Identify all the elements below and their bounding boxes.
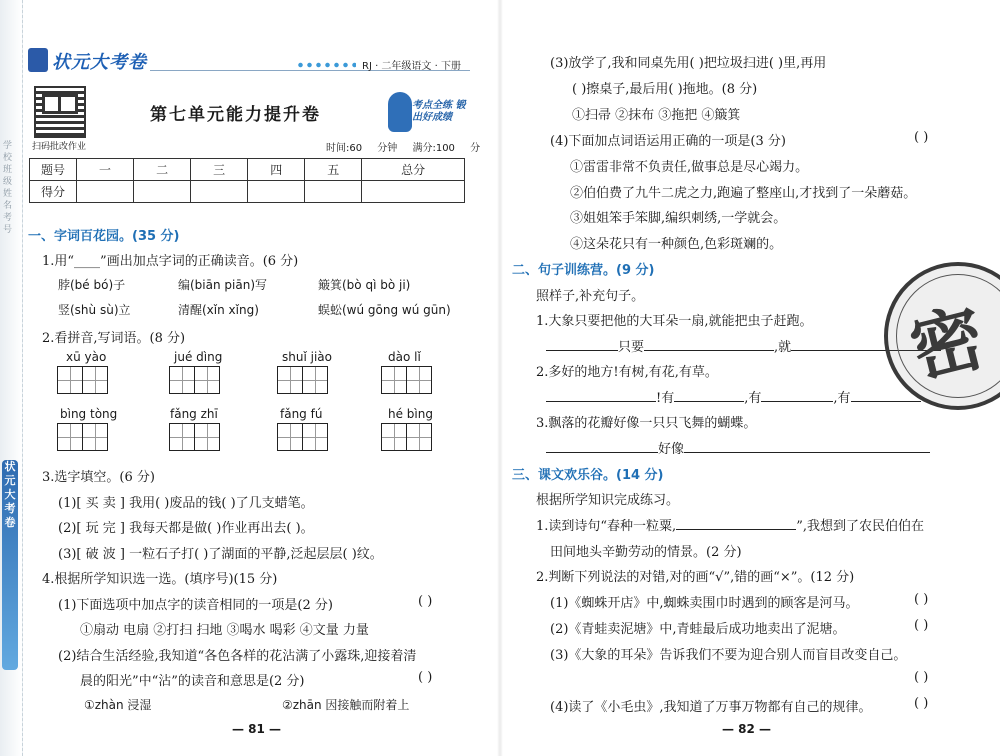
q1-item[interactable]: 编(biān piān)写: [178, 278, 267, 292]
s2-q1-fill[interactable]: 只要 ,就: [546, 336, 941, 355]
spine-fields: 学校 班级 姓名 考号: [3, 141, 13, 235]
q1-item[interactable]: 蜈蚣(wú gōng wú gūn): [318, 303, 451, 317]
qr-code-icon[interactable]: [34, 86, 86, 138]
answer-paren[interactable]: ( ): [418, 670, 433, 685]
page-number: — 81 —: [232, 722, 282, 736]
s3-q1-line2: 田间地头辛勤劳动的情景。(2 分): [550, 545, 742, 560]
q4-1-options[interactable]: ①扇动 电扇 ②打扫 扫地 ③喝水 喝彩 ④文量 力量: [80, 623, 369, 638]
q1-item[interactable]: 脖(bé bó)子: [58, 278, 126, 292]
s3-q2-item: (2)《青蛙卖泥塘》中,青蛙最后成功地卖出了泥塘。: [550, 622, 846, 637]
s3-q2-prompt: 2.判断下列说法的对错,对的画“√”,错的画“×”。(12 分): [536, 570, 855, 585]
q4-4-option[interactable]: ①雷雷非常不负责任,做事总是尽心竭力。: [570, 160, 809, 175]
s3-q1-line1[interactable]: 1.读到诗句“春种一粒粟, ”,我想到了农民伯伯在: [536, 519, 924, 534]
binding-spine: [0, 0, 23, 756]
q4-4-prompt: (4)下面加点词语运用正确的一项是(3 分): [550, 134, 786, 149]
q4-3-line1[interactable]: (3)放学了,我和同桌先用( )把垃圾扫进( )里,再用: [550, 56, 827, 71]
writing-grid[interactable]: [278, 366, 328, 394]
writing-grid[interactable]: [58, 423, 108, 451]
writing-grid[interactable]: [278, 423, 328, 451]
q3-prompt: 3.选字填空。(6 分): [42, 470, 155, 485]
brand-name: 状元大考卷: [52, 52, 147, 73]
s3-q2-item: (3)《大象的耳朵》告诉我们不要为迎合别人而盲目改变自己。: [550, 648, 907, 663]
q2-pinyin: bìng tòng: [60, 407, 118, 421]
answer-paren[interactable]: ( ): [914, 130, 929, 145]
q4-1-prompt: (1)下面选项中加点字的读音相同的一项是(2 分): [58, 598, 333, 613]
q3-item[interactable]: (1)[ 买 卖 ] 我用( )废品的钱( )了几支蜡笔。: [58, 496, 314, 511]
q1-item[interactable]: 竖(shù sù)立: [58, 303, 131, 317]
q2-pinyin: shuǐ jiào: [282, 350, 332, 364]
q2-prompt: 2.看拼音,写词语。(8 分): [42, 331, 186, 346]
slogan-badge: 考点全练 锻出好成绩: [412, 100, 466, 123]
score-table-score-row: 得分: [30, 181, 465, 203]
q4-prompt: 4.根据所学知识选一选。(填序号)(15 分): [42, 572, 278, 587]
score-table-header-row: 题号 一 二 三 四 五 总分: [30, 159, 465, 181]
q4-3-options: ①扫帚 ②抹布 ③拖把 ④簸箕: [572, 108, 741, 123]
brand-logo: [28, 48, 148, 74]
exam-time: 时间:60 分钟: [326, 143, 398, 154]
q1-item[interactable]: 清醒(xǐn xǐng): [178, 303, 259, 317]
q4-4-option[interactable]: ④这朵花只有一种颜色,色彩斑斓的。: [570, 237, 783, 252]
writing-grid[interactable]: [382, 366, 432, 394]
answer-paren[interactable]: ( ): [914, 592, 929, 607]
score-cell[interactable]: [362, 181, 465, 203]
q4-2-prompt-line1: (2)结合生活经验,我知道“各色各样的花沾满了小露珠,迎接着清: [58, 649, 417, 664]
brand-badge-icon: [28, 48, 48, 72]
q2-pinyin: fǎng fú: [280, 407, 323, 421]
score-cell[interactable]: [248, 181, 305, 203]
q4-2-option-b[interactable]: ②zhān 因接触而附着上: [282, 698, 410, 712]
answer-paren[interactable]: ( ): [914, 618, 929, 633]
q4-4-option[interactable]: ②伯伯费了九牛二虎之力,跑遍了整座山,才找到了一朵蘑菇。: [570, 186, 917, 201]
score-table: [29, 158, 465, 203]
writing-grid[interactable]: [382, 423, 432, 451]
s2-intro: 照样子,补充句子。: [536, 289, 645, 304]
q1-prompt: 1.用“____”画出加点字词的正确读音。(6 分): [42, 254, 299, 269]
score-cell[interactable]: [77, 181, 134, 203]
q2-pinyin: dào lǐ: [388, 350, 421, 364]
q1-item[interactable]: 簸箕(bò qì bò ji): [318, 278, 411, 292]
q2-pinyin: fǎng zhī: [170, 407, 218, 421]
s3-intro: 根据所学知识完成练习。: [536, 493, 680, 508]
s2-q3: 3.飘落的花瓣好像一只只飞舞的蝴蝶。: [536, 416, 757, 431]
score-cell[interactable]: [305, 181, 362, 203]
s3-q2-item: (1)《蜘蛛开店》中,蜘蛛卖围巾时遇到的顾客是河马。: [550, 596, 859, 611]
q4-4-option[interactable]: ③姐姐笨手笨脚,编织刺绣,一学就会。: [570, 211, 787, 226]
writing-grid[interactable]: [170, 423, 220, 451]
score-cell[interactable]: [134, 181, 191, 203]
writing-grid[interactable]: [170, 366, 220, 394]
spine-logo: 状元大考卷: [2, 460, 18, 670]
answer-paren[interactable]: ( ): [914, 696, 929, 711]
s2-q3-fill[interactable]: 好像: [546, 438, 930, 457]
section-2-title: 二、句子训练营。(9 分): [512, 263, 655, 278]
s3-q2-item: (4)读了《小毛虫》,我知道了万事万物都有自己的规律。: [550, 700, 872, 715]
q2-pinyin: xū yào: [66, 350, 107, 364]
q2-pinyin: jué dìng: [174, 350, 223, 364]
writing-grid[interactable]: [58, 366, 108, 394]
score-cell[interactable]: [191, 181, 248, 203]
page-title: 第七单元能力提升卷: [150, 105, 321, 125]
answer-paren[interactable]: ( ): [418, 594, 433, 609]
answer-paren[interactable]: ( ): [914, 670, 929, 685]
exam-full-score: 满分:100 分: [412, 143, 481, 154]
qr-caption: 扫码批改作业: [32, 142, 87, 152]
stamp-character: 密: [902, 294, 993, 394]
s2-q2-fill[interactable]: !有 ,有 ,有: [546, 387, 921, 406]
s2-q1: 1.大象只要把他的大耳朵一扇,就能把虫子赶跑。: [536, 314, 813, 329]
q4-2-option-a[interactable]: ①zhàn 浸湿: [84, 698, 152, 712]
q4-3-line2[interactable]: ( )擦桌子,最后用( )拖地。(8 分): [572, 82, 758, 97]
section-3-title: 三、课文欢乐谷。(14 分): [512, 468, 664, 483]
q3-item[interactable]: (2)[ 玩 完 ] 我每天都是做( )作业再出去( )。: [58, 521, 314, 536]
exam-info: [326, 139, 480, 154]
header-dots-decoration: [296, 62, 356, 68]
header-meta: RJ · 二年级语文 · 下册: [362, 61, 461, 72]
q2-pinyin: hé bìng: [388, 407, 433, 421]
q4-2-prompt-line2: 晨的阳光”中“沾”的读音和意思是(2 分): [80, 674, 305, 689]
page-number: — 82 —: [722, 722, 772, 736]
mascot-icon: [388, 92, 412, 132]
s2-q2: 2.多好的地方!有树,有花,有草。: [536, 365, 718, 380]
q3-item[interactable]: (3)[ 破 波 ] 一粒石子打( )了湖面的平静,泛起层层( )纹。: [58, 547, 383, 562]
section-1-title: 一、字词百花园。(35 分): [28, 229, 180, 244]
